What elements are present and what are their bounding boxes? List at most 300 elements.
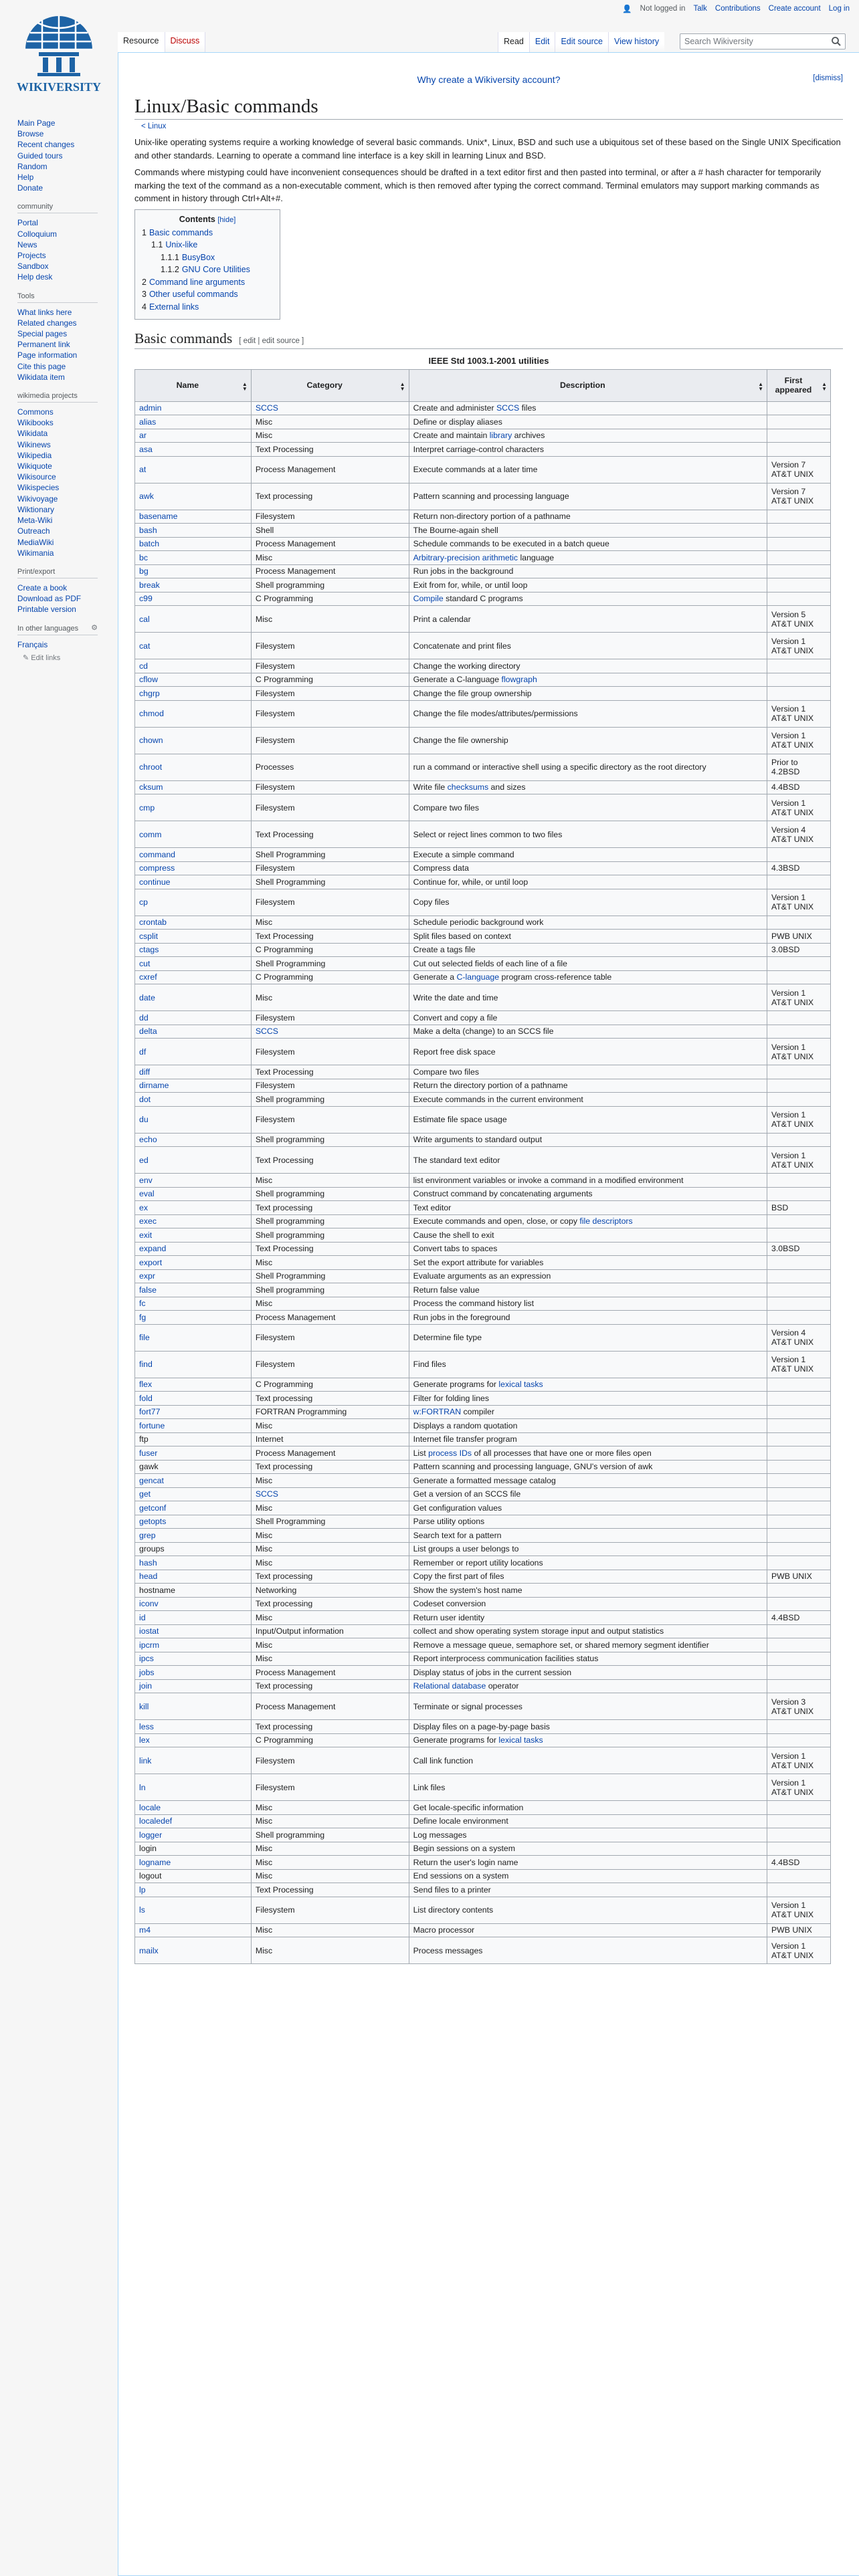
command-name[interactable]: logger [135,1828,252,1842]
column-header[interactable] [767,369,830,401]
sidebar-item[interactable]: Meta-Wiki [17,516,53,526]
table-row [135,1720,831,1734]
command-name[interactable]: du [135,1106,252,1133]
command-name[interactable]: cut [135,957,252,971]
command-name[interactable]: less [135,1720,252,1734]
sidebar-item[interactable]: Wikisource [17,472,56,482]
command-name[interactable]: batch [135,537,252,551]
sidebar-item[interactable]: Recent changes [17,140,75,150]
command-category: Misc [251,1856,409,1870]
login-link[interactable]: Log in [828,5,850,13]
command-name[interactable]: fortune [135,1419,252,1433]
sidebar-item[interactable]: Create a book [17,582,68,593]
command-name[interactable]: flex [135,1378,252,1392]
command-description: Remember or report utility locations [409,1556,767,1570]
first-appeared: Version 1 AT&T UNIX [767,1106,830,1133]
command-name[interactable]: ln [135,1774,252,1801]
command-name[interactable]: ls [135,1897,252,1923]
sidebar-item[interactable]: Wikinews [17,439,51,449]
first-appeared [767,1025,830,1039]
table-row [135,1474,831,1488]
first-appeared [767,1556,830,1570]
command-description: Compare two files [409,1065,767,1079]
sidebar-item[interactable]: Projects [17,251,46,261]
sidebar-item[interactable]: Special pages [17,329,68,339]
toc-item[interactable] [142,288,273,301]
command-name[interactable]: break [135,578,252,593]
site-notice [134,74,843,85]
gear-icon[interactable]: ⚙ [91,623,98,632]
first-appeared [767,1679,830,1693]
breadcrumb-link[interactable]: < Linux [141,122,167,130]
command-name[interactable]: mailx [135,1937,252,1964]
command-name[interactable]: comm [135,821,252,848]
description-link[interactable]: lexical tasks [498,1735,543,1745]
sidebar-item[interactable]: Guided tours [17,150,63,160]
sidebar-item[interactable]: Wikispecies [17,483,60,493]
command-category: Process Management [251,564,409,578]
toc-link[interactable]: Command line arguments [149,277,246,287]
sidebar-languages [17,625,118,663]
command-name[interactable]: eval [135,1187,252,1201]
command-name[interactable]: ar [135,429,252,443]
command-category: SCCS [251,401,409,415]
toc-link[interactable]: Other useful commands [149,290,238,300]
command-name[interactable]: ipcs [135,1652,252,1666]
command-name[interactable]: bash [135,524,252,538]
command-description: Display files on a page-by-page basis [409,1720,767,1734]
description-link[interactable]: library [489,431,512,441]
command-name[interactable]: get [135,1487,252,1501]
command-name[interactable]: dirname [135,1079,252,1093]
command-name[interactable]: getopts [135,1515,252,1529]
notice-link[interactable]: Why create a Wikiversity account? [417,74,561,85]
command-name[interactable]: asa [135,443,252,457]
sidebar-item[interactable]: Colloquium [17,229,58,239]
command-description: Compare two files [409,794,767,821]
command-name[interactable]: fort77 [135,1405,252,1419]
command-name[interactable]: command [135,848,252,862]
command-description: Change the working directory [409,659,767,673]
command-name[interactable]: exec [135,1214,252,1228]
description-link[interactable]: C-language [456,972,500,982]
table-row [135,1147,831,1174]
command-name[interactable]: jobs [135,1666,252,1680]
command-name[interactable]: alias [135,415,252,429]
command-name[interactable]: join [135,1679,252,1693]
sidebar-item[interactable]: Français [17,639,48,649]
intro-paragraph-1: Unix-like operating systems require a working knowledge of several basic commands. Unix*, Linux, BSD and such use a ubiquitous set of these based on the Single UNIX Specification and other standards. Learning to operate a command line interface is a key skill in learning Linux and BSD. [134,137,841,160]
command-name[interactable]: grep [135,1529,252,1543]
first-appeared: Version 1 AT&T UNIX [767,1937,830,1964]
toc-title: Contents [179,214,215,224]
sidebar-item[interactable]: Cite this page [17,361,66,371]
command-description: Display status of jobs in the current session [409,1666,767,1680]
sidebar-item[interactable]: Wiktionary [17,504,55,514]
command-category: Process Management [251,537,409,551]
command-name[interactable]: gencat [135,1474,252,1488]
command-name[interactable]: at [135,456,252,483]
table-row [135,564,831,578]
command-name[interactable]: expr [135,1269,252,1283]
column-header[interactable] [409,369,767,401]
table-row [135,401,831,415]
command-name[interactable]: continue [135,875,252,889]
command-category: Shell programming [251,1283,409,1297]
column-header-label: Name [176,381,199,391]
sidebar-item[interactable]: Related changes [17,318,77,328]
tab-view-history[interactable]: View history [608,32,664,52]
command-name[interactable]: export [135,1256,252,1270]
command-description: Run jobs in the foreground [409,1311,767,1325]
table-row [135,606,831,633]
command-name[interactable]: awk [135,483,252,510]
sidebar-item[interactable]: Sandbox [17,261,49,272]
sidebar-item[interactable]: Donate [17,183,43,193]
sidebar-item[interactable]: Download as PDF [17,594,82,604]
description-link[interactable]: process IDs [428,1448,472,1458]
command-name[interactable]: cksum [135,780,252,794]
first-appeared [767,564,830,578]
column-header[interactable] [251,369,409,401]
sidebar-item[interactable]: Wikivoyage [17,494,58,504]
sidebar-item[interactable]: Page information [17,350,78,360]
table-row [135,1432,831,1446]
first-appeared [767,1446,830,1461]
tab-discuss[interactable]: Discuss [165,32,206,52]
sidebar-item[interactable]: Help desk [17,272,53,282]
command-name[interactable]: cp [135,889,252,916]
command-category: Misc [251,1529,409,1543]
sidebar-item[interactable]: Wikiquote [17,461,52,471]
first-appeared [767,1584,830,1598]
command-name[interactable]: cd [135,659,252,673]
command-name[interactable]: localedef [135,1814,252,1828]
command-description: Concatenate and print files [409,633,767,659]
table-row [135,875,831,889]
first-appeared [767,1474,830,1488]
first-appeared [767,1515,830,1529]
toc-item[interactable] [142,227,273,239]
description-link[interactable]: checksums [447,782,489,792]
command-name[interactable]: file [135,1324,252,1351]
table-row [135,1039,831,1065]
command-description: Return false value [409,1283,767,1297]
command-name[interactable]: chgrp [135,687,252,701]
first-appeared [767,537,830,551]
sidebar-item[interactable]: Wikipedia [17,450,52,460]
command-description: Schedule commands to be executed in a batch queue [409,537,767,551]
first-appeared [767,1529,830,1543]
sidebar-item[interactable]: MediaWiki [17,537,54,547]
sidebar-item[interactable]: Random [17,161,47,171]
first-appeared [767,673,830,687]
table-row [135,1652,831,1666]
command-name[interactable]: find [135,1351,252,1378]
command-name[interactable]: expand [135,1242,252,1256]
command-name[interactable]: getconf [135,1501,252,1515]
first-appeared [767,1666,830,1680]
table-row [135,1324,831,1351]
first-appeared [767,1432,830,1446]
tab-resource[interactable]: Resource [118,32,165,52]
command-name[interactable]: m4 [135,1923,252,1937]
command-description: Make a delta (change) to an SCCS file [409,1025,767,1039]
table-row [135,1923,831,1937]
command-category: Misc [251,1556,409,1570]
sort-icon[interactable]: ▲ ▼ [758,381,763,392]
first-appeared [767,659,830,673]
command-name[interactable]: bg [135,564,252,578]
command-name[interactable]: env [135,1174,252,1188]
contributions-link[interactable]: Contributions [714,5,761,13]
command-name[interactable]: link [135,1747,252,1774]
first-appeared [767,551,830,565]
first-appeared [767,1283,830,1297]
first-appeared: Prior to 4.2BSD [767,754,830,780]
command-name[interactable]: cflow [135,673,252,687]
utilities-table [134,369,831,1965]
command-category: C Programming [251,1733,409,1747]
description-link[interactable]: file descriptors [579,1216,633,1226]
search-icon[interactable] [831,36,842,47]
tab-edit-source[interactable]: Edit source [555,32,608,52]
command-category: Text Processing [251,1242,409,1256]
description-link[interactable]: lexical tasks [498,1380,543,1390]
sidebar-item[interactable]: Help [17,173,34,183]
command-name[interactable]: fuser [135,1446,252,1461]
sidebar-item[interactable]: News [17,239,37,249]
table-row [135,861,831,875]
command-name[interactable]: lp [135,1883,252,1897]
command-name[interactable]: delta [135,1025,252,1039]
tab-edit[interactable]: Edit [529,32,555,52]
sidebar-heading [17,625,98,635]
command-category: Process Management [251,1446,409,1461]
first-appeared [767,1133,830,1147]
command-name[interactable]: bc [135,551,252,565]
sidebar-item[interactable]: Wikimania [17,548,54,558]
command-name[interactable]: df [135,1039,252,1065]
create-account-link[interactable]: Create account [768,5,821,13]
command-name: logout [135,1869,252,1883]
sidebar-item[interactable]: Commons [17,407,54,417]
toc-hide-toggle[interactable]: [hide] [217,215,236,224]
table-row [135,1242,831,1256]
table-row [135,1542,831,1556]
command-name[interactable]: ex [135,1201,252,1215]
command-name[interactable]: fc [135,1297,252,1311]
command-category: Filesystem [251,687,409,701]
command-name[interactable]: basename [135,510,252,524]
sort-icon[interactable]: ▲ ▼ [242,381,248,392]
command-name[interactable]: iostat [135,1624,252,1638]
toc-link[interactable]: External links [149,302,199,312]
table-row [135,1556,831,1570]
talk-link[interactable]: Talk [693,5,707,13]
table-row [135,551,831,565]
command-name[interactable]: ed [135,1147,252,1174]
first-appeared: 4.4BSD [767,780,830,794]
first-appeared [767,1093,830,1107]
command-name[interactable]: csplit [135,930,252,944]
first-appeared [767,1079,830,1093]
sort-icon[interactable]: ▲ ▼ [822,381,827,392]
toc-number: 1.1.2 [161,265,179,275]
command-name[interactable]: iconv [135,1597,252,1611]
sort-icon[interactable]: ▲ ▼ [399,381,405,392]
dismiss-link[interactable]: [dismiss] [813,74,843,82]
command-name[interactable]: logname [135,1856,252,1870]
command-name[interactable]: exit [135,1228,252,1243]
first-appeared [767,1269,830,1283]
command-name[interactable]: admin [135,401,252,415]
table-row [135,1106,831,1133]
command-category: Process Management [251,1666,409,1680]
command-name[interactable]: dd [135,1011,252,1025]
tab-read[interactable]: Read [498,32,529,52]
toc-link[interactable]: Basic commands [149,227,213,237]
command-category: Shell Programming [251,875,409,889]
table-row [135,1801,831,1815]
description-link[interactable]: w:FORTRAN [413,1407,462,1417]
column-header[interactable] [135,369,252,401]
first-appeared [767,1597,830,1611]
toc-item[interactable] [142,276,273,289]
command-description: Filter for folding lines [409,1392,767,1406]
sidebar-heading: Print/export [17,568,98,578]
command-name[interactable]: diff [135,1065,252,1079]
table-row [135,443,831,457]
sidebar-item[interactable]: Wikibooks [17,418,54,428]
toc-link[interactable]: Unix-like [165,240,198,250]
sidebar-item[interactable]: Portal [17,218,38,228]
first-appeared [767,1733,830,1747]
sidebar-item[interactable]: Permanent link [17,340,70,350]
command-name[interactable]: chown [135,727,252,754]
command-name[interactable]: kill [135,1693,252,1720]
command-name[interactable]: ipcrm [135,1638,252,1652]
sidebar-item[interactable]: Wikidata [17,429,48,439]
command-name[interactable]: lex [135,1733,252,1747]
table-row [135,727,831,754]
command-name[interactable]: dot [135,1093,252,1107]
description-link[interactable]: Relational database [413,1681,486,1691]
command-description: Return the user's login name [409,1856,767,1870]
sidebar-item[interactable]: Printable version [17,605,76,615]
command-description: Return non-directory portion of a pathname [409,510,767,524]
search-input[interactable] [680,33,846,49]
command-name[interactable]: cal [135,606,252,633]
command-name[interactable]: crontab [135,916,252,930]
first-appeared: 4.4BSD [767,1856,830,1870]
command-category: Filesystem [251,1897,409,1923]
command-name[interactable]: false [135,1283,252,1297]
toc-item[interactable] [142,251,273,264]
first-appeared: Version 4 AT&T UNIX [767,821,830,848]
command-name[interactable]: cat [135,633,252,659]
description-link[interactable]: flowgraph [501,675,537,685]
command-name[interactable]: fold [135,1392,252,1406]
table-row [135,1392,831,1406]
command-name[interactable]: ctags [135,943,252,957]
command-name[interactable]: id [135,1611,252,1625]
edit-links[interactable]: ✎ Edit links [23,653,61,662]
command-name[interactable]: cxref [135,970,252,984]
toc-item[interactable] [142,263,273,276]
command-category: Shell [251,524,409,538]
table-row [135,1214,831,1228]
command-category: Shell programming [251,1133,409,1147]
command-name[interactable]: c99 [135,592,252,606]
toc-item[interactable] [142,239,273,251]
command-description: Displays a random quotation [409,1419,767,1433]
command-description: Cause the shell to exit [409,1228,767,1243]
command-name[interactable]: fg [135,1311,252,1325]
first-appeared [767,1187,830,1201]
first-appeared [767,1869,830,1883]
page-title: Linux/Basic commands [134,96,843,120]
sidebar-wikimedia [17,392,118,558]
sidebar-item[interactable]: Browse [17,129,44,139]
command-name[interactable]: date [135,984,252,1011]
command-description: Find files [409,1351,767,1378]
table-row [135,1814,831,1828]
table-row [135,1624,831,1638]
table-row [135,1133,831,1147]
command-description: Codeset conversion [409,1597,767,1611]
section-edit-links[interactable]: [ edit | edit source ] [239,336,304,345]
table-row [135,1597,831,1611]
command-name[interactable]: head [135,1570,252,1584]
command-description: Begin sessions on a system [409,1842,767,1856]
table-row [135,1311,831,1325]
command-name[interactable]: echo [135,1133,252,1147]
description-link[interactable]: SCCS [496,403,520,413]
wikiversity-logo[interactable] [12,11,106,98]
first-appeared [767,1638,830,1652]
first-appeared: Version 7 AT&T UNIX [767,456,830,483]
table-row [135,1487,831,1501]
command-name[interactable]: cmp [135,794,252,821]
toc-link[interactable]: GNU Core Utilities [181,265,250,275]
sidebar-item[interactable]: What links here [17,307,72,317]
command-name[interactable]: chmod [135,700,252,727]
table-row [135,510,831,524]
main-content [118,52,859,2576]
command-description: Link files [409,1774,767,1801]
table-row [135,1025,831,1039]
toc-link[interactable]: BusyBox [181,252,215,262]
command-description: Log messages [409,1828,767,1842]
toc-number: 4 [142,302,147,312]
command-category: Filesystem [251,1747,409,1774]
command-name[interactable]: hash [135,1556,252,1570]
command-description: Select or reject lines common to two files [409,821,767,848]
toc-item[interactable] [142,301,273,314]
first-appeared [767,1652,830,1666]
sidebar-item[interactable]: Main Page [17,118,56,128]
first-appeared [767,1214,830,1228]
command-name[interactable]: chroot [135,754,252,780]
command-category: Misc [251,1652,409,1666]
sidebar-item[interactable]: Outreach [17,526,50,536]
description-link[interactable]: Compile [413,594,444,604]
description-link[interactable]: Arbitrary-precision arithmetic [413,552,518,562]
sidebar-item[interactable]: Wikidata item [17,372,65,382]
command-name[interactable]: locale [135,1801,252,1815]
command-name[interactable]: compress [135,861,252,875]
